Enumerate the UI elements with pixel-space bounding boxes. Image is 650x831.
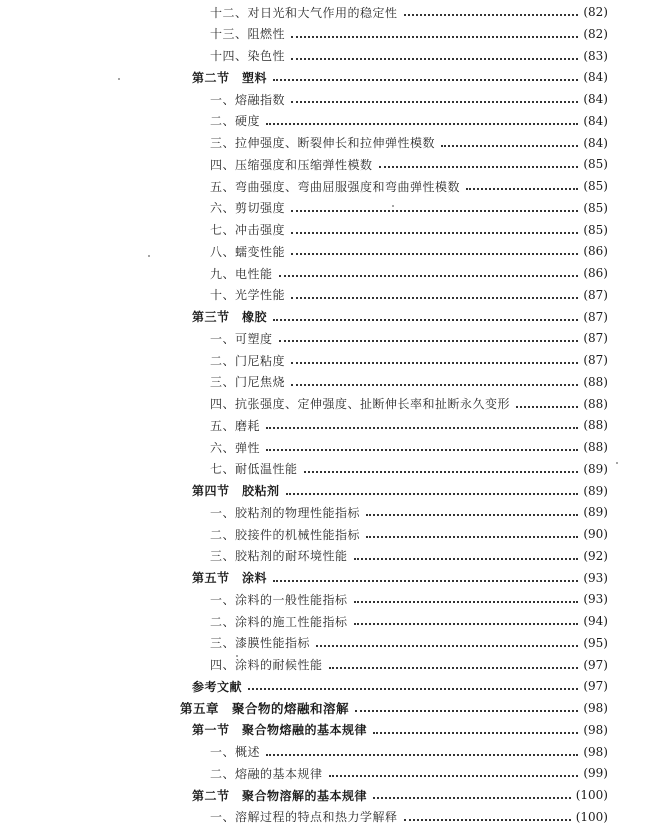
toc-entry-item <box>0 262 650 284</box>
toc-page-number: (84) <box>583 135 608 150</box>
toc-entry-title: 第五章 聚合物的熔融和溶解 <box>180 701 350 716</box>
scan-speck <box>118 78 120 80</box>
toc-page-number: (98) <box>583 722 608 737</box>
toc-entry-section <box>0 66 650 88</box>
dot-leader <box>273 580 578 582</box>
dot-leader <box>304 471 579 473</box>
dot-leader <box>466 188 578 190</box>
toc-entry-title: 五、磨耗 <box>210 418 261 433</box>
scan-speck <box>616 462 618 464</box>
toc-page-number: (89) <box>583 505 608 520</box>
toc-entry-title: 一、熔融指数 <box>210 92 286 107</box>
toc-entry-item <box>0 762 650 784</box>
toc-entry-title: 一、涂料的一般性能指标 <box>210 592 348 607</box>
toc-entry-item <box>0 436 650 458</box>
toc-entry-title: 三、漆膜性能指标 <box>210 636 311 651</box>
toc-page-number: (85) <box>583 222 608 237</box>
toc-entry-item <box>0 1 650 23</box>
toc-entry-section <box>0 306 650 328</box>
toc-page-number: (98) <box>583 701 608 715</box>
dot-leader <box>291 384 578 386</box>
dot-leader <box>404 819 571 821</box>
toc-page-number: (85) <box>583 179 608 193</box>
dot-leader <box>279 275 579 277</box>
toc-page-number: (94) <box>583 614 608 628</box>
dot-leader <box>329 775 579 777</box>
toc-page-number: (97) <box>583 657 608 672</box>
toc-entry-item <box>0 23 650 45</box>
toc-page-number: (85) <box>583 157 608 172</box>
dot-leader <box>516 406 578 408</box>
dot-leader <box>291 101 578 103</box>
toc-entry-title: 九、电性能 <box>210 266 273 281</box>
dot-leader <box>273 319 578 321</box>
dot-leader <box>354 601 579 603</box>
toc-page-number: (87) <box>583 353 608 367</box>
dot-leader <box>266 427 578 429</box>
dot-leader <box>291 36 578 38</box>
toc-entry-title: 一、溶解过程的特点和热力学解释 <box>210 810 398 825</box>
toc-entry-title: 第五节 涂料 <box>192 571 268 585</box>
toc-page-number: (95) <box>583 635 608 650</box>
toc-page-number: (84) <box>583 70 608 85</box>
dot-leader <box>316 645 578 647</box>
dot-leader <box>266 754 578 756</box>
dot-leader <box>291 253 578 255</box>
toc-page-number: (86) <box>583 266 608 280</box>
toc-entry-item <box>0 88 650 110</box>
dot-leader <box>373 797 571 799</box>
toc-entry-item <box>0 153 650 175</box>
dot-leader <box>404 14 579 16</box>
toc-entry-item <box>0 327 650 349</box>
toc-entry-title: 二、硬度 <box>210 114 261 129</box>
toc-page-number: (88) <box>583 374 608 389</box>
dot-leader <box>379 166 579 168</box>
toc-entry-title: 二、熔融的基本规律 <box>210 766 323 781</box>
dot-leader <box>354 623 579 625</box>
toc-entry-section <box>0 567 650 589</box>
toc-page-number: (82) <box>583 5 608 19</box>
toc-entry-item <box>0 393 650 415</box>
toc-entry-section <box>0 784 650 806</box>
toc-entry-title: 十二、对日光和大气作用的稳定性 <box>210 5 398 20</box>
toc-page-number: (93) <box>583 592 608 607</box>
toc-page-number: (88) <box>583 440 608 454</box>
dot-leader <box>248 688 578 690</box>
toc-entry-section <box>0 719 650 741</box>
toc-entry-item <box>0 654 650 676</box>
toc-page-number: (100) <box>575 788 608 802</box>
dot-leader <box>366 536 578 538</box>
toc-page-number: (84) <box>583 92 608 106</box>
toc-page-number: (82) <box>583 26 608 41</box>
dot-leader <box>279 340 579 342</box>
dot-leader <box>291 362 578 364</box>
dot-leader <box>266 123 578 125</box>
dot-leader <box>291 297 578 299</box>
toc-entry-item <box>0 240 650 262</box>
toc-entry-title: 第三节 橡胶 <box>192 310 268 324</box>
dot-leader <box>266 449 578 451</box>
toc-page-number: (84) <box>583 113 608 128</box>
toc-entry-item <box>0 458 650 480</box>
toc-entry-title: 二、门尼粘度 <box>210 353 286 368</box>
scan-speck <box>148 255 150 257</box>
toc-entry-title: 四、压缩强度和压缩弹性模数 <box>210 157 373 172</box>
toc-entry-title: 五、弯曲强度、弯曲屈服强度和弯曲弹性模数 <box>210 179 461 194</box>
toc-entry-title: 七、耐低温性能 <box>210 462 298 477</box>
dot-leader <box>441 145 578 147</box>
dot-leader <box>273 79 578 81</box>
toc-entry-item <box>0 45 650 67</box>
toc-page-number: (99) <box>583 766 608 781</box>
toc-entry-item <box>0 741 650 763</box>
toc-entry-title: 三、胶粘剂的耐环境性能 <box>210 549 348 564</box>
scan-speck <box>392 205 394 207</box>
toc-page-number: (92) <box>583 548 608 563</box>
toc-entry-title: 二、胶接件的机械性能指标 <box>210 527 361 542</box>
toc-page-number: (88) <box>583 396 608 411</box>
scan-speck <box>236 655 238 657</box>
toc-entry-title: 七、冲击强度 <box>210 223 286 237</box>
toc-page-number: (85) <box>583 200 608 215</box>
toc-entry-item <box>0 588 650 610</box>
toc-entry-item <box>0 132 650 154</box>
toc-entry-item <box>0 545 650 567</box>
toc-entry-item <box>0 632 650 654</box>
toc-entry-item <box>0 414 650 436</box>
toc-page-number: (83) <box>583 48 608 63</box>
toc-entry-title: 二、涂料的施工性能指标 <box>210 614 348 629</box>
dot-leader <box>354 558 579 560</box>
toc-page-number: (98) <box>583 744 608 759</box>
toc-entry-title: 一、胶粘剂的物理性能指标 <box>210 505 361 520</box>
toc-entry-title: 参考文献 <box>192 679 243 694</box>
toc-entry-title: 一、概述 <box>210 745 261 759</box>
dot-leader <box>286 493 579 495</box>
toc-page-number: (88) <box>583 418 608 433</box>
toc-page-number: (87) <box>583 309 608 324</box>
toc-entry-title: 十三、阻燃性 <box>210 27 286 42</box>
toc-entry-title: 第二节 塑料 <box>192 70 268 85</box>
toc-page-number: (87) <box>583 331 608 346</box>
toc-entry-ref <box>0 675 650 697</box>
toc-entry-item <box>0 197 650 219</box>
toc-entry-title: 第一节 聚合物熔融的基本规律 <box>192 723 368 738</box>
toc-page-number: (87) <box>583 287 608 302</box>
dot-leader <box>291 210 578 212</box>
dot-leader <box>373 732 578 734</box>
toc-entry-item <box>0 110 650 132</box>
toc-entry-item <box>0 806 650 828</box>
toc-entry-item <box>0 349 650 371</box>
toc-page-number: (89) <box>583 461 608 476</box>
toc-entry-title: 第四节 胶粘剂 <box>192 484 280 498</box>
toc-entry-item <box>0 175 650 197</box>
toc-entry-item <box>0 371 650 393</box>
toc-entry-item <box>0 501 650 523</box>
toc-entry-title: 四、抗张强度、定伸强度、扯断伸长率和扯断永久变形 <box>210 397 511 411</box>
toc-entry-chapter <box>0 697 650 719</box>
toc-entry-title: 三、拉伸强度、断裂伸长和拉伸弹性模数 <box>210 136 436 150</box>
dot-leader <box>366 514 578 516</box>
dot-leader <box>355 710 578 712</box>
toc-entry-title: 第二节 聚合物溶解的基本规律 <box>192 788 368 803</box>
toc-entry-item <box>0 219 650 241</box>
toc-entry-item <box>0 523 650 545</box>
toc-page-number: (93) <box>583 570 608 585</box>
toc-page-number: (100) <box>575 809 608 824</box>
toc-entry-title: 一、可塑度 <box>210 331 273 346</box>
dot-leader <box>329 667 579 669</box>
toc-page-number: (89) <box>583 483 608 498</box>
dot-leader <box>291 58 578 60</box>
toc-page-number: (90) <box>583 527 608 541</box>
dot-leader <box>291 232 578 234</box>
toc-entry-title: 十、光学性能 <box>210 288 286 303</box>
toc-page-number: (97) <box>583 679 608 694</box>
toc-entry-title: 六、弹性 <box>210 440 261 455</box>
toc-entry-title: 四、涂料的耐候性能 <box>210 658 323 672</box>
toc-entry-title: 十四、染色性 <box>210 49 286 63</box>
toc-entry-title: 八、蠕变性能 <box>210 244 286 259</box>
toc-page-number: (86) <box>583 244 608 259</box>
toc-entry-item <box>0 284 650 306</box>
toc-entry-section <box>0 480 650 502</box>
toc-entry-item <box>0 610 650 632</box>
toc-entry-title: 三、门尼焦烧 <box>210 375 286 390</box>
toc-entry-title: 六、剪切强度 <box>210 201 286 216</box>
